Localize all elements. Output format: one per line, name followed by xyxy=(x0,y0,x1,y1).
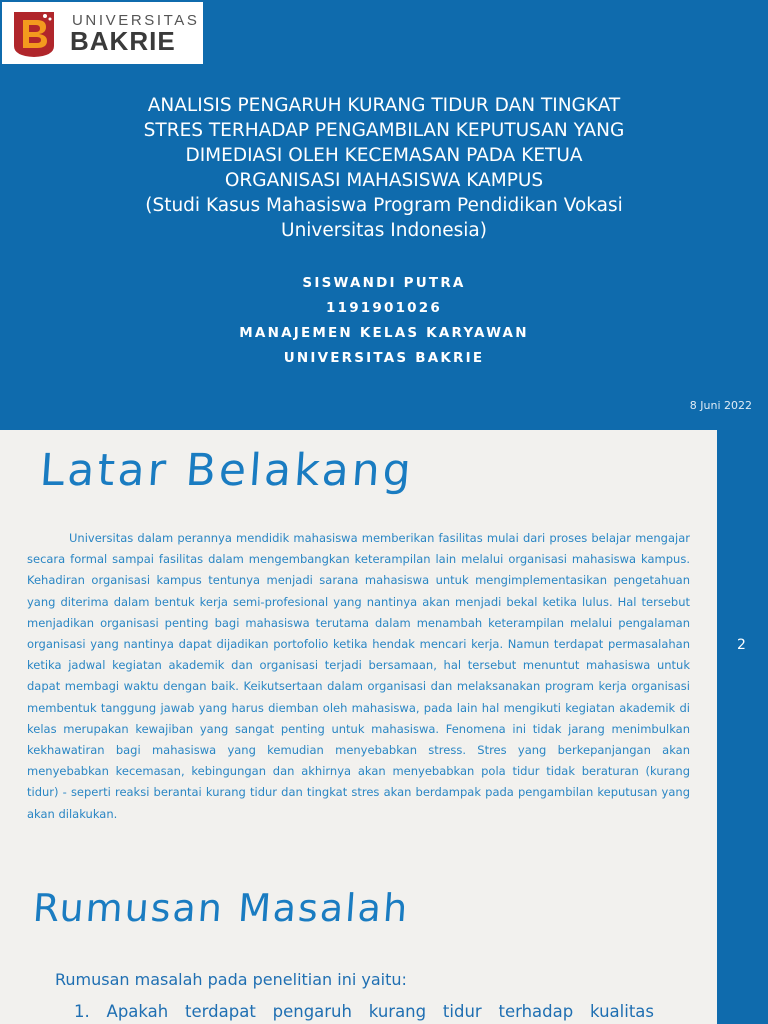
title-line: ANALISIS PENGARUH KURANG TIDUR DAN TINGKAT xyxy=(147,95,621,116)
page-number: 2 xyxy=(737,637,746,653)
rumusan-item: 1. Apakah terdapat pengaruh kurang tidur terhadap kualitas xyxy=(74,1002,654,1021)
logo-text-universitas: UNIVERSITAS xyxy=(72,12,200,29)
rumusan-masalah-heading: Rumusan Masalah xyxy=(31,886,411,930)
latar-belakang-paragraph: Universitas dalam perannya mendidik mahasiswa memberikan fasilitas mulai dari proses belajar mengajar secara formal sampai fasilitas dalam mengembangkan keterampilan lain melalui organisasi mahasiswa kampus. Kehadiran organisasi kampus tentunya menjadi sarana mahasiswa untuk mengimplementasikan pengetahuan yang diterima dalam bentuk kerja semi-profesional yang nantinya akan menjadi bekal ketika lulus. Hal tersebut menjadikan organisasi penting bagi mahasiswa terutama dalam menambah keterampilan melalui pengalaman organisasi yang nantinya dapat dijadikan portofolio ketika hendak mencari kerja. Namun terdapat permasalahan ketika jadwal kegiatan akademik dan organisasi terjadi bersamaan, hal tersebut menuntut mahasiswa untuk dapat membagi waktu dengan baik. Keikutsertaan dalam organisasi dan melaksanakan program kerja organisasi membentuk tanggung jawab yang harus diemban oleh mahasiswa, pada lain hal mengikuti kegiatan akademik di kelas merupakan kewajiban yang sangat penting untuk mahasiswa. Fenomena ini tidak jarang menimbulkan kekhawatiran bagi mahasiswa yang kemudian menyebabkan stress. Stres yang berkepanjangan akan menyebabkan kecemasan, kebingungan dan akhirnya akan menyebabkan pola tidur tidak beraturan (kurang tidur) - seperti reaksi berantai kurang tidur dan tingkat stres akan berdampak pada pengambilan keputusan yang akan dilakukan. xyxy=(27,531,690,821)
title-line: ORGANISASI MAHASISWA KAMPUS xyxy=(224,170,544,191)
subtitle-line: (Studi Kasus Mahasiswa Program Pendidikan Vokasi xyxy=(145,195,623,216)
student-id: 1191901026 xyxy=(326,300,442,316)
university-logo-mark-icon xyxy=(10,10,58,58)
cover-section xyxy=(0,0,768,430)
thesis-title xyxy=(60,93,708,243)
author-info xyxy=(60,271,708,371)
title-line: DIMEDIASI OLEH KECEMASAN PADA KETUA xyxy=(185,145,583,166)
presentation-date: 8 Juni 2022 xyxy=(689,399,752,412)
university-logo xyxy=(2,2,203,64)
rumusan-intro: Rumusan masalah pada penelitian ini yaitu: xyxy=(55,970,407,989)
logo-text-bakrie: BAKRIE xyxy=(70,26,176,56)
subtitle-line: Universitas Indonesia) xyxy=(281,220,487,241)
study-program: MANAJEMEN KELAS KARYAWAN xyxy=(239,325,529,341)
latar-belakang-heading: Latar Belakang xyxy=(38,445,416,496)
title-line: STRES TERHADAP PENGAMBILAN KEPUTUSAN YANG xyxy=(143,120,625,141)
university-name: UNIVERSITAS BAKRIE xyxy=(283,350,485,366)
author-name: SISWANDI PUTRA xyxy=(302,275,466,291)
